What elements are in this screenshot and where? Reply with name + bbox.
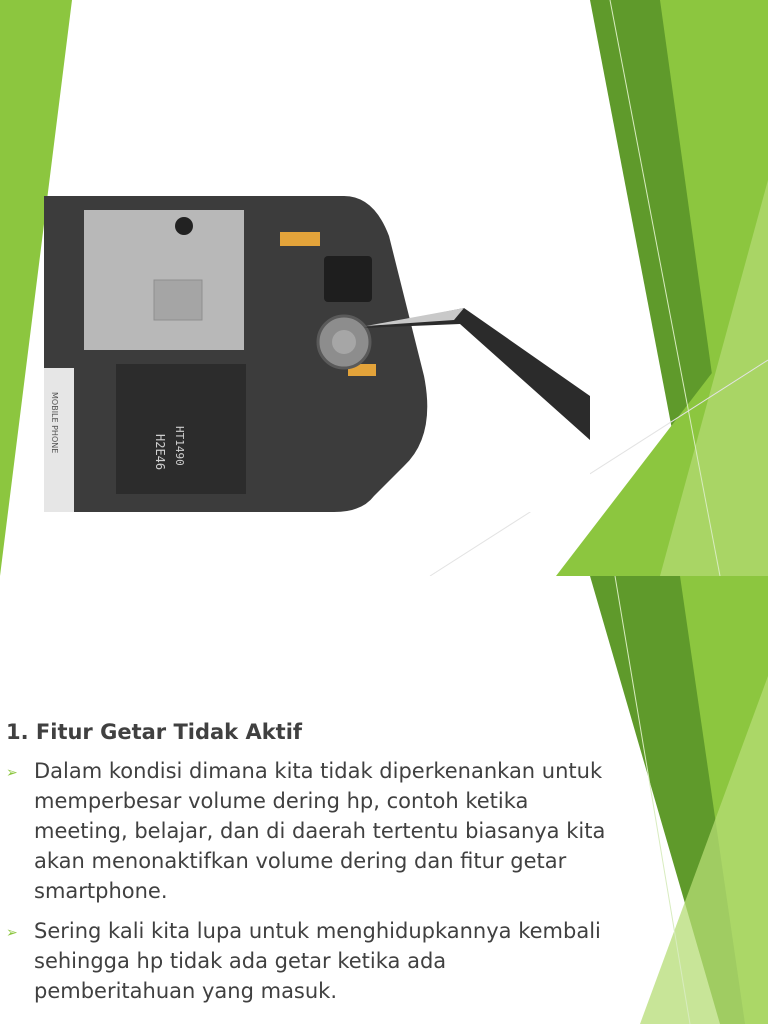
- vibration-motor-center: [332, 330, 356, 354]
- shield-pad: [154, 280, 202, 320]
- screw-hole: [175, 217, 193, 235]
- phone-label-text: MOBILE PHONE: [50, 392, 59, 454]
- bullet-item: [6, 916, 606, 1006]
- text-content: [6, 718, 606, 1016]
- speaker-module: [324, 256, 372, 302]
- flex-cable-top: [280, 232, 320, 246]
- phone-repair-photo: [44, 196, 590, 512]
- arrow-bullet-icon: ➢: [6, 925, 18, 941]
- slide-2: [0, 576, 768, 1024]
- chip-text-1: H2E46: [153, 434, 167, 471]
- bullet-list: [6, 756, 606, 1006]
- arrow-bullet-icon: ➢: [6, 765, 18, 781]
- chip-text-2: HT1490: [173, 426, 186, 466]
- bullet-text: Sering kali kita lupa untuk menghidupkannya kembali sehingga hp tidak ada getar ketika ada pemberitahuan yang masuk.: [34, 919, 601, 1003]
- bullet-item: [6, 756, 606, 906]
- section-heading: 1. Fitur Getar Tidak Aktif: [6, 720, 303, 744]
- bullet-text: Dalam kondisi dimana kita tidak diperkenankan untuk memperbesar volume dering hp, contoh ketika meeting, belajar, dan di daerah tertentu biasanya kita akan menonaktifkan volume dering dan fitur getar smartphone.: [34, 759, 606, 903]
